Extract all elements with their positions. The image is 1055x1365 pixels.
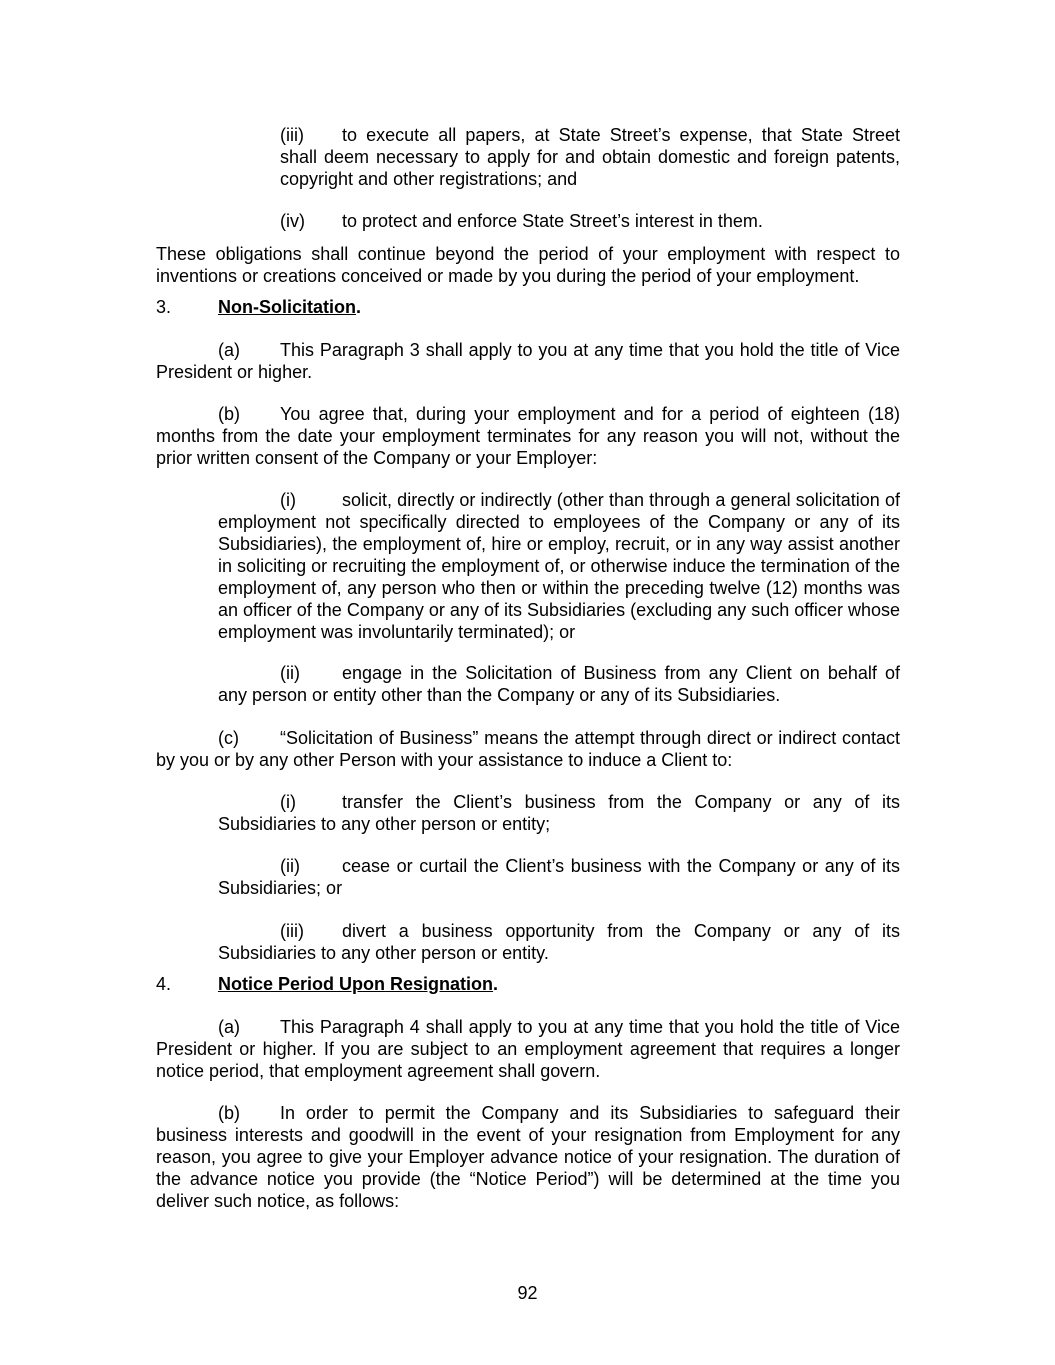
clause-text: In order to permit the Company and its Subsidiaries to safeguard their business interests and goodwill in the event of your resignation from Employment for any reason, you agree to give your Employer advance notice of your resignation. The duration of the advance notice you provide (the “Notice Period”) will be determined at the time you deliver such notice, as follows: [156, 1103, 900, 1211]
clause-text: cease or curtail the Client’s business with the Company or any of its Subsidiaries; or [218, 856, 900, 898]
clause-text: to execute all papers, at State Street’s expense, that State Street shall deem necessary to apply for and obtain domestic and foreign patents, copyright and other registrations; and [280, 125, 900, 189]
section-title-period: . [356, 297, 362, 317]
clause-label: (c) [218, 728, 239, 748]
clause-label: (i) [280, 792, 296, 812]
section-3-clause-a [156, 339, 900, 383]
clause-text: divert a business opportunity from the Company or any of its Subsidiaries to any other person or entity. [218, 921, 900, 963]
clause-text: “Solicitation of Business” means the attempt through direct or indirect contact by you or by any other Person with your assistance to induce a Client to: [156, 728, 900, 770]
clause-text: This Paragraph 3 shall apply to you at any time that you hold the title of Vice President or higher. [156, 340, 900, 382]
section-3-clause-b [156, 403, 900, 469]
clause-label: (iii) [280, 921, 304, 941]
section-number: 4. [156, 974, 172, 994]
page-number: 92 [517, 1283, 538, 1303]
clause-label: (iii) [280, 125, 304, 145]
clause-label: (b) [218, 1103, 240, 1123]
clause-text: You agree that, during your employment and for a period of eighteen (18) months from the date your employment terminates for any reason you will not, without the prior written consent of the Company or your Employer: [156, 404, 900, 468]
section-3-clause-c-iii [218, 920, 900, 964]
section-3-clause-c-ii [218, 855, 900, 899]
section-number: 3. [156, 297, 172, 317]
section-4-clause-a [156, 1016, 900, 1082]
obligations-paragraph: These obligations shall continue beyond the period of your employment with respect to inventions or creations conceived or made by you during the period of your employment. [156, 244, 900, 286]
clause-text: to protect and enforce State Street’s interest in them. [342, 211, 763, 231]
clause-label: (iv) [280, 211, 305, 231]
section-3-clause-c-i [218, 791, 900, 835]
clause-label: (ii) [280, 663, 300, 683]
clause-text: engage in the Solicitation of Business from any Client on behalf of any person or entity other than the Company or any of its Subsidiaries. [218, 663, 900, 705]
clause-iv-protect [280, 210, 900, 232]
clause-label: (b) [218, 404, 240, 424]
section-4-clause-b [156, 1102, 900, 1212]
section-title-period: . [493, 974, 499, 994]
section-3-clause-b-ii [218, 662, 900, 706]
section-3-clause-c [156, 727, 900, 771]
clause-text: This Paragraph 4 shall apply to you at any time that you hold the title of Vice President or higher. If you are subject to an employment agreement that requires a longer notice period, that employment agreement shall govern. [156, 1017, 900, 1081]
clause-text: solicit, directly or indirectly (other than through a general solicitation of employment not specifically directed to employees of the Company or any of its Subsidiaries), the employment of, hire or employ, recruit, or in any way assist another in soliciting or recruiting the employment of, or otherwise induce the termination of the employment of, any person who then or within the preceding twelve (12) months was an officer of the Company or any of its Subsidiaries (excluding any such officer whose employment was involuntarily terminated); or [218, 490, 900, 642]
clause-text: transfer the Client’s business from the Company or any of its Subsidiaries to any other person or entity; [218, 792, 900, 834]
clause-label: (i) [280, 490, 296, 510]
section-3-clause-b-i [218, 489, 900, 643]
section-4-heading [156, 973, 900, 995]
clause-label: (a) [218, 340, 240, 360]
clause-label: (ii) [280, 856, 300, 876]
section-title: Notice Period Upon Resignation [218, 974, 494, 994]
section-3-heading [156, 296, 900, 318]
clause-iii-execute-papers [280, 124, 900, 190]
section-title: Non-Solicitation [218, 297, 356, 317]
clause-label: (a) [218, 1017, 240, 1037]
